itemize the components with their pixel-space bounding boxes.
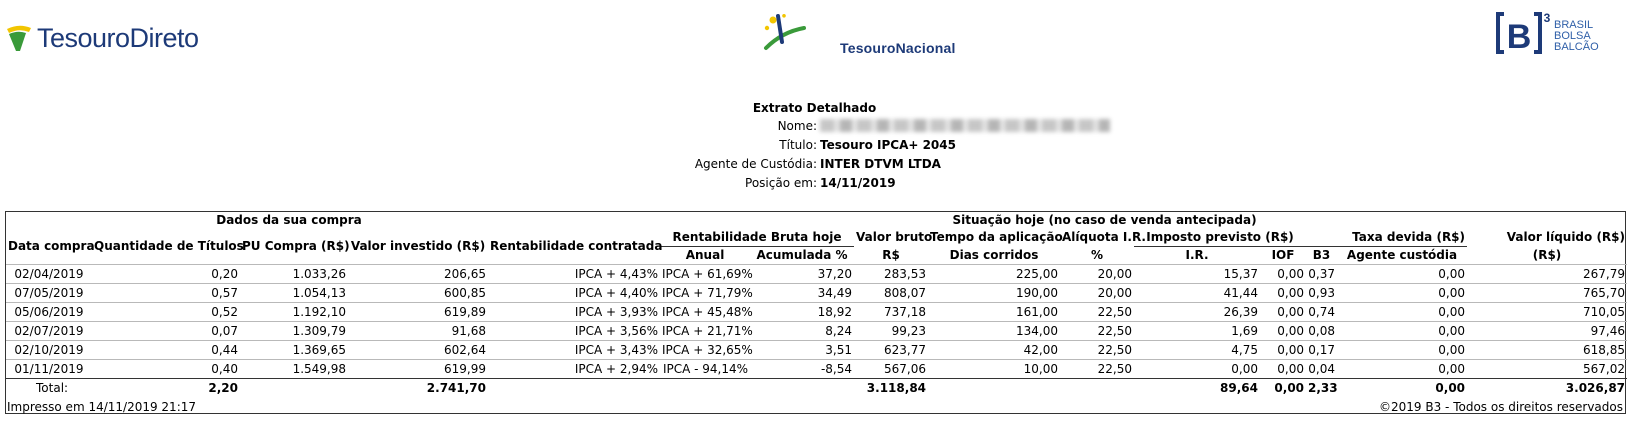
total-agente: 0,00 — [1337, 379, 1467, 398]
col-agente: Agente custódia — [1346, 248, 1458, 262]
cell-ir: 0,00 — [1134, 360, 1260, 379]
cell-valor-bruto: 737,18 — [854, 303, 928, 322]
cell-aliquota: 22,50 — [1060, 303, 1134, 322]
col-dias: Dias corridos — [949, 247, 1039, 262]
info-row-agente — [0, 155, 1629, 174]
cell-b3: 0,93 — [1306, 284, 1337, 303]
cell-quantidade: 0,52 — [92, 303, 240, 322]
cell-valor-liquido: 97,46 — [1467, 322, 1627, 341]
cell-ir: 26,39 — [1134, 303, 1260, 322]
total-ir: 89,64 — [1134, 379, 1260, 398]
cell-rent-contratada: IPCA + 3,93% — [488, 303, 660, 322]
cell-dias: 225,00 — [928, 265, 1060, 284]
cell-data-compra: 02/10/2019 — [6, 341, 92, 360]
cell-valor-investido: 600,85 — [348, 284, 488, 303]
cell-anual: IPCA + 71,79% — [660, 284, 750, 303]
copyright-notice: ©2019 B3 - Todos os direitos reservados — [1379, 400, 1623, 414]
cell-iof: 0,00 — [1260, 360, 1306, 379]
b3-tagline-line: BALCÃO — [1554, 41, 1599, 53]
total-b3: 2,33 — [1306, 379, 1337, 398]
field-label: Título: — [779, 138, 817, 152]
field-label: Agente de Custódia: — [694, 157, 817, 171]
cell-aliquota: 22,50 — [1060, 341, 1134, 360]
cell-pu-compra: 1.369,65 — [240, 341, 348, 360]
col-valor-bruto-unit: R$ — [882, 247, 900, 262]
cell-ir: 1,69 — [1134, 322, 1260, 341]
tesouro-direto-wordmark: TesouroDireto — [37, 23, 199, 53]
cell-b3: 0,17 — [1306, 341, 1337, 360]
group-header-today: Situação hoje (no caso de venda antecipada) — [952, 213, 1257, 227]
col-data-compra: Data compra — [8, 239, 95, 253]
printed-timestamp: Impresso em 14/11/2019 21:17 — [7, 400, 197, 414]
cell-valor-investido: 206,65 — [348, 265, 488, 284]
total-valor-investido: 2.741,70 — [348, 379, 488, 398]
cell-data-compra: 02/04/2019 — [6, 265, 92, 284]
col-aliquota-unit: % — [1091, 247, 1104, 262]
cell-b3: 0,08 — [1306, 322, 1337, 341]
total-empty — [1060, 379, 1134, 398]
document-title: Extrato Detalhado — [752, 101, 877, 115]
cell-rent-contratada: IPCA + 3,56% — [488, 322, 660, 341]
total-empty — [750, 379, 854, 398]
b3-tagline-line: BRASIL — [1554, 19, 1594, 31]
tesouro-nacional-emblem-icon — [764, 14, 812, 58]
cell-data-compra: 01/11/2019 — [6, 360, 92, 379]
cell-quantidade: 0,40 — [92, 360, 240, 379]
cell-valor-investido: 619,99 — [348, 360, 488, 379]
cell-valor-investido: 619,89 — [348, 303, 488, 322]
document-info — [0, 117, 1629, 193]
cell-rent-contratada: IPCA + 4,40% — [488, 284, 660, 303]
cell-pu-compra: 1.054,13 — [240, 284, 348, 303]
col-imposto: Imposto previsto (R$) — [1134, 229, 1306, 247]
cell-valor-bruto: 99,23 — [854, 322, 928, 341]
cell-b3: 0,74 — [1306, 303, 1337, 322]
cell-agente: 0,00 — [1337, 303, 1467, 322]
cell-acumulada: 37,20 — [750, 265, 854, 284]
cell-rent-contratada: IPCA + 3,43% — [488, 341, 660, 360]
col-anual: Anual — [685, 248, 725, 262]
cell-agente: 0,00 — [1337, 265, 1467, 284]
total-valor-liquido: 3.026,87 — [1467, 379, 1627, 398]
b3-bracket-icon — [1494, 10, 1550, 58]
cell-dias: 10,00 — [928, 360, 1060, 379]
total-iof: 0,00 — [1260, 379, 1306, 398]
col-b3: B3 — [1312, 248, 1331, 262]
field-label: Nome: — [777, 119, 817, 133]
b3-tagline-line: BOLSA — [1554, 30, 1591, 42]
col-taxa: Taxa devida (R$) — [1306, 229, 1467, 247]
tesouro-nacional-logo — [796, 14, 976, 59]
cell-aliquota: 22,50 — [1060, 322, 1134, 341]
cell-pu-compra: 1.549,98 — [240, 360, 348, 379]
total-row — [6, 379, 1627, 398]
cell-acumulada: 8,24 — [750, 322, 854, 341]
cell-acumulada: 18,92 — [750, 303, 854, 322]
total-empty — [660, 379, 750, 398]
cell-valor-liquido: 710,05 — [1467, 303, 1627, 322]
info-row-titulo — [0, 136, 1629, 155]
cell-valor-bruto: 283,53 — [854, 265, 928, 284]
field-value-nome — [820, 117, 1110, 136]
tesouro-nacional-wordmark: TesouroNacional — [840, 40, 956, 56]
table-row — [6, 322, 1627, 341]
b3-logo — [1494, 8, 1614, 62]
table-row — [6, 284, 1627, 303]
cell-acumulada: 34,49 — [750, 284, 854, 303]
total-empty — [240, 379, 348, 398]
table-row — [6, 360, 1627, 379]
total-quantidade: 2,20 — [92, 379, 240, 398]
cell-anual: IPCA - 94,14% — [660, 360, 750, 379]
table-row — [6, 265, 1627, 284]
cell-quantidade: 0,20 — [92, 265, 240, 284]
col-rent-bruta: Rentabilidade Bruta hoje — [660, 229, 854, 247]
total-label: Total: — [6, 379, 92, 398]
cell-acumulada: -8,54 — [750, 360, 854, 379]
cell-aliquota: 20,00 — [1060, 265, 1134, 284]
cell-data-compra: 05/06/2019 — [6, 303, 92, 322]
cell-anual: IPCA + 32,65% — [660, 341, 750, 360]
col-pu-compra: PU Compra (R$) — [242, 239, 350, 253]
col-valor-bruto: Valor bruto — [856, 230, 933, 245]
cell-quantidade: 0,44 — [92, 341, 240, 360]
total-valor-bruto: 3.118,84 — [854, 379, 928, 398]
field-value: INTER DTVM LTDA — [820, 157, 941, 171]
cell-ir: 4,75 — [1134, 341, 1260, 360]
b3-superscript: 3 — [1543, 11, 1551, 25]
cell-iof: 0,00 — [1260, 322, 1306, 341]
col-acumulada: Acumulada % — [756, 248, 848, 262]
cell-anual: IPCA + 61,69% — [660, 265, 750, 284]
cell-dias: 134,00 — [928, 322, 1060, 341]
col-valor-investido: Valor investido (R$) — [350, 239, 486, 253]
cell-acumulada: 3,51 — [750, 341, 854, 360]
redacted-name — [820, 119, 1110, 132]
cell-dias: 190,00 — [928, 284, 1060, 303]
col-iof: IOF — [1271, 248, 1295, 262]
column-header-row — [6, 229, 1627, 247]
cell-quantidade: 0,07 — [92, 322, 240, 341]
statement-table — [6, 212, 1627, 397]
cell-iof: 0,00 — [1260, 303, 1306, 322]
col-valor-liquido-unit: (R$) — [1532, 247, 1562, 262]
tesouro-direto-emblem-icon — [4, 23, 34, 53]
table-row — [6, 303, 1627, 322]
col-aliquota: Alíquota I.R. — [1062, 230, 1146, 245]
cell-dias: 42,00 — [928, 341, 1060, 360]
cell-iof: 0,00 — [1260, 341, 1306, 360]
cell-valor-bruto: 623,77 — [854, 341, 928, 360]
cell-valor-investido: 91,68 — [348, 322, 488, 341]
col-quantidade: Quantidade de Títulos — [94, 239, 244, 253]
cell-ir: 41,44 — [1134, 284, 1260, 303]
cell-anual: IPCA + 45,48% — [660, 303, 750, 322]
cell-valor-investido: 602,64 — [348, 341, 488, 360]
field-value: Tesouro IPCA+ 2045 — [820, 138, 956, 152]
cell-valor-liquido: 765,70 — [1467, 284, 1627, 303]
cell-iof: 0,00 — [1260, 265, 1306, 284]
col-tempo: Tempo da aplicação — [930, 230, 1063, 245]
cell-dias: 161,00 — [928, 303, 1060, 322]
total-empty — [488, 379, 660, 398]
cell-valor-bruto: 808,07 — [854, 284, 928, 303]
cell-valor-bruto: 567,06 — [854, 360, 928, 379]
col-valor-liquido: Valor líquido (R$) — [1506, 230, 1626, 245]
cell-b3: 0,37 — [1306, 265, 1337, 284]
table-row — [6, 341, 1627, 360]
cell-rent-contratada: IPCA + 4,43% — [488, 265, 660, 284]
total-empty — [928, 379, 1060, 398]
cell-agente: 0,00 — [1337, 284, 1467, 303]
cell-anual: IPCA + 21,71% — [660, 322, 750, 341]
cell-pu-compra: 1.309,79 — [240, 322, 348, 341]
group-header-purchase: Dados da sua compra — [216, 213, 362, 227]
statement-table-container — [5, 211, 1626, 414]
col-ir: I.R. — [1185, 248, 1209, 262]
cell-aliquota: 22,50 — [1060, 360, 1134, 379]
cell-agente: 0,00 — [1337, 322, 1467, 341]
cell-quantidade: 0,57 — [92, 284, 240, 303]
b3-letter: B — [1506, 18, 1532, 56]
cell-pu-compra: 1.192,10 — [240, 303, 348, 322]
cell-valor-liquido: 567,02 — [1467, 360, 1627, 379]
info-row-nome — [0, 117, 1629, 136]
cell-iof: 0,00 — [1260, 284, 1306, 303]
cell-ir: 15,37 — [1134, 265, 1260, 284]
cell-pu-compra: 1.033,26 — [240, 265, 348, 284]
cell-data-compra: 02/07/2019 — [6, 322, 92, 341]
cell-agente: 0,00 — [1337, 360, 1467, 379]
field-label: Posição em: — [745, 176, 817, 190]
cell-aliquota: 20,00 — [1060, 284, 1134, 303]
info-row-posicao — [0, 174, 1629, 193]
col-rent-contratada: Rentabilidade contratada — [490, 239, 663, 253]
b3-tagline — [1554, 20, 1599, 53]
tesouro-direto-logo — [4, 18, 199, 58]
cell-agente: 0,00 — [1337, 341, 1467, 360]
cell-b3: 0,04 — [1306, 360, 1337, 379]
cell-valor-liquido: 618,85 — [1467, 341, 1627, 360]
field-value: 14/11/2019 — [820, 176, 896, 190]
group-header-row — [6, 212, 1627, 229]
cell-data-compra: 07/05/2019 — [6, 284, 92, 303]
cell-rent-contratada: IPCA + 2,94% — [488, 360, 660, 379]
cell-valor-liquido: 267,79 — [1467, 265, 1627, 284]
